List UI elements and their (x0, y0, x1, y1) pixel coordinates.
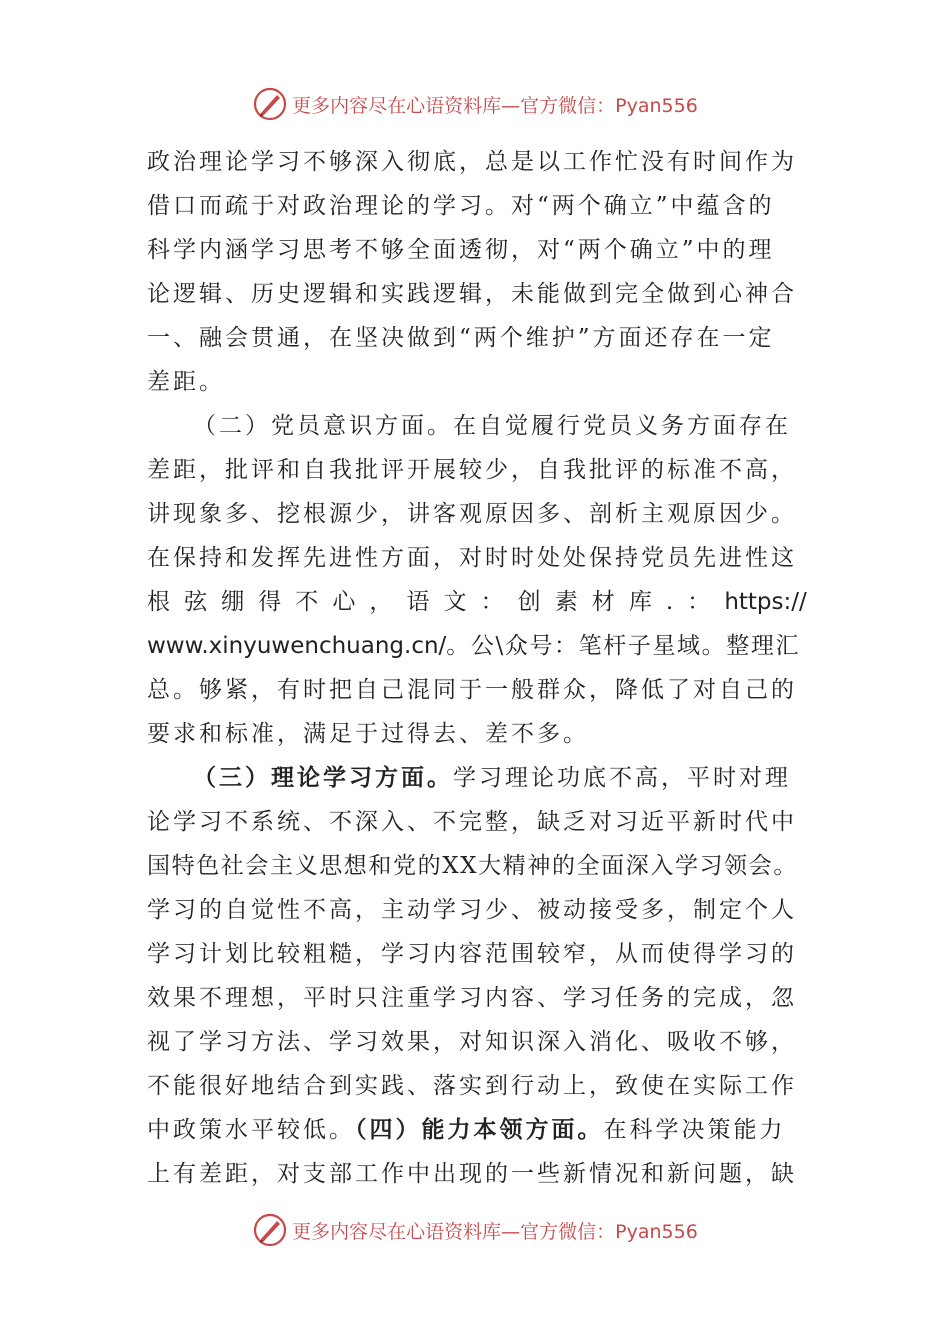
char: 绷 (221, 589, 245, 615)
section-heading: （三）理论学习方面。 (193, 764, 453, 791)
text-line: 政治理论学习不够深入彻底，总是以工作忙没有时间作为 (147, 149, 797, 175)
text-span: 。公\众号：笔杆子星域。整理汇 (446, 633, 801, 659)
header-banner (0, 84, 950, 124)
text-line: 上有差距，对支部工作中出现的一些新情况和新问题，缺 (147, 1161, 797, 1187)
char: ： (687, 589, 711, 615)
text-line: （二）党员意识方面。在自觉履行党员义务方面存在 (193, 413, 791, 439)
paragraph-3 (147, 756, 807, 1196)
paragraph-1 (147, 140, 807, 404)
text-span: 学习理论功底不高，平时对理 (453, 765, 791, 791)
char: 材 (591, 589, 615, 615)
paragraph-2 (147, 404, 807, 756)
text-line: 论逻辑、历史逻辑和实践逻辑，未能做到完全做到心神合 (147, 281, 797, 307)
char: 不 (295, 589, 319, 615)
text-line: 讲现象多、挖根源少，讲客观原因多、剖析主观原因少。 (147, 501, 797, 527)
text-line (147, 1108, 807, 1152)
header-banner-text: 更多内容尽在心语资料库—官方微信：Pyan556 (292, 94, 698, 117)
text-line: 论学习不系统、不深入、不完整，缺乏对习近平新时代中 (147, 809, 797, 835)
char: 库 (628, 589, 652, 615)
char: 创 (517, 589, 541, 615)
text-line: 学习的自觉性不高，主动学习少、被动接受多，制定个人 (147, 897, 797, 923)
text-line: 国特色社会主义思想和党的XX大精神的全面深入学习领会。 (147, 853, 798, 879)
text-span: 在科学决策能力 (603, 1117, 786, 1143)
section-heading: （四）能力本领方面。 (355, 1116, 604, 1143)
text-line: 学习计划比较粗糙，学习内容范围较窄，从而使得学习的 (147, 941, 797, 967)
spread-text-line (147, 580, 807, 624)
text-line (147, 756, 807, 800)
char: 心 (332, 589, 356, 615)
char: 语 (406, 589, 430, 615)
text-line: 视了学习方法、学习效果，对知识深入消化、吸收不够， (147, 1029, 797, 1055)
pen-circle-logo-icon (252, 86, 288, 122)
text-line: 一、融会贯通，在坚决做到“两个维护”方面还存在一定 (147, 325, 775, 351)
char: ： (480, 589, 504, 615)
char: 得 (258, 589, 282, 615)
document-body (147, 140, 807, 1196)
text-line: 科学内涵学习思考不够全面透彻，对“两个确立”中的理 (147, 237, 775, 263)
char: 素 (554, 589, 578, 615)
text-line: 不能很好地结合到实践、落实到行动上，致使在实际工作 (147, 1073, 797, 1099)
text-span: 中政策水平较低。 (147, 1117, 355, 1143)
char: 弦 (184, 589, 208, 615)
text-line: 差距。 (147, 369, 225, 395)
footer-banner-text: 更多内容尽在心语资料库—官方微信：Pyan556 (292, 1220, 698, 1243)
char: ， (369, 589, 393, 615)
text-line: 在保持和发挥先进性方面，对时时处处保持党员先进性这 (147, 545, 797, 571)
pen-circle-logo-icon (252, 1212, 288, 1248)
footer-banner (0, 1210, 950, 1250)
char: . (665, 589, 674, 615)
text-line: 总。够紧，有时把自己混同于一般群众，降低了对自己的 (147, 677, 797, 703)
text-line: 效果不理想，平时只注重学习内容、学习任务的完成，忽 (147, 985, 797, 1011)
url-text: www.xinyuwenchuang.cn/ (147, 633, 447, 659)
char: 文 (443, 589, 467, 615)
text-line: 差距，批评和自我批评开展较少，自我批评的标准不高， (147, 457, 797, 483)
text-line: 借口而疏于对政治理论的学习。对“两个确立”中蕴含的 (147, 193, 775, 219)
char: 根 (147, 589, 170, 615)
text-line (147, 624, 807, 668)
text-line: 要求和标准，满足于过得去、差不多。 (147, 721, 589, 747)
url-fragment: https:// (724, 589, 807, 615)
